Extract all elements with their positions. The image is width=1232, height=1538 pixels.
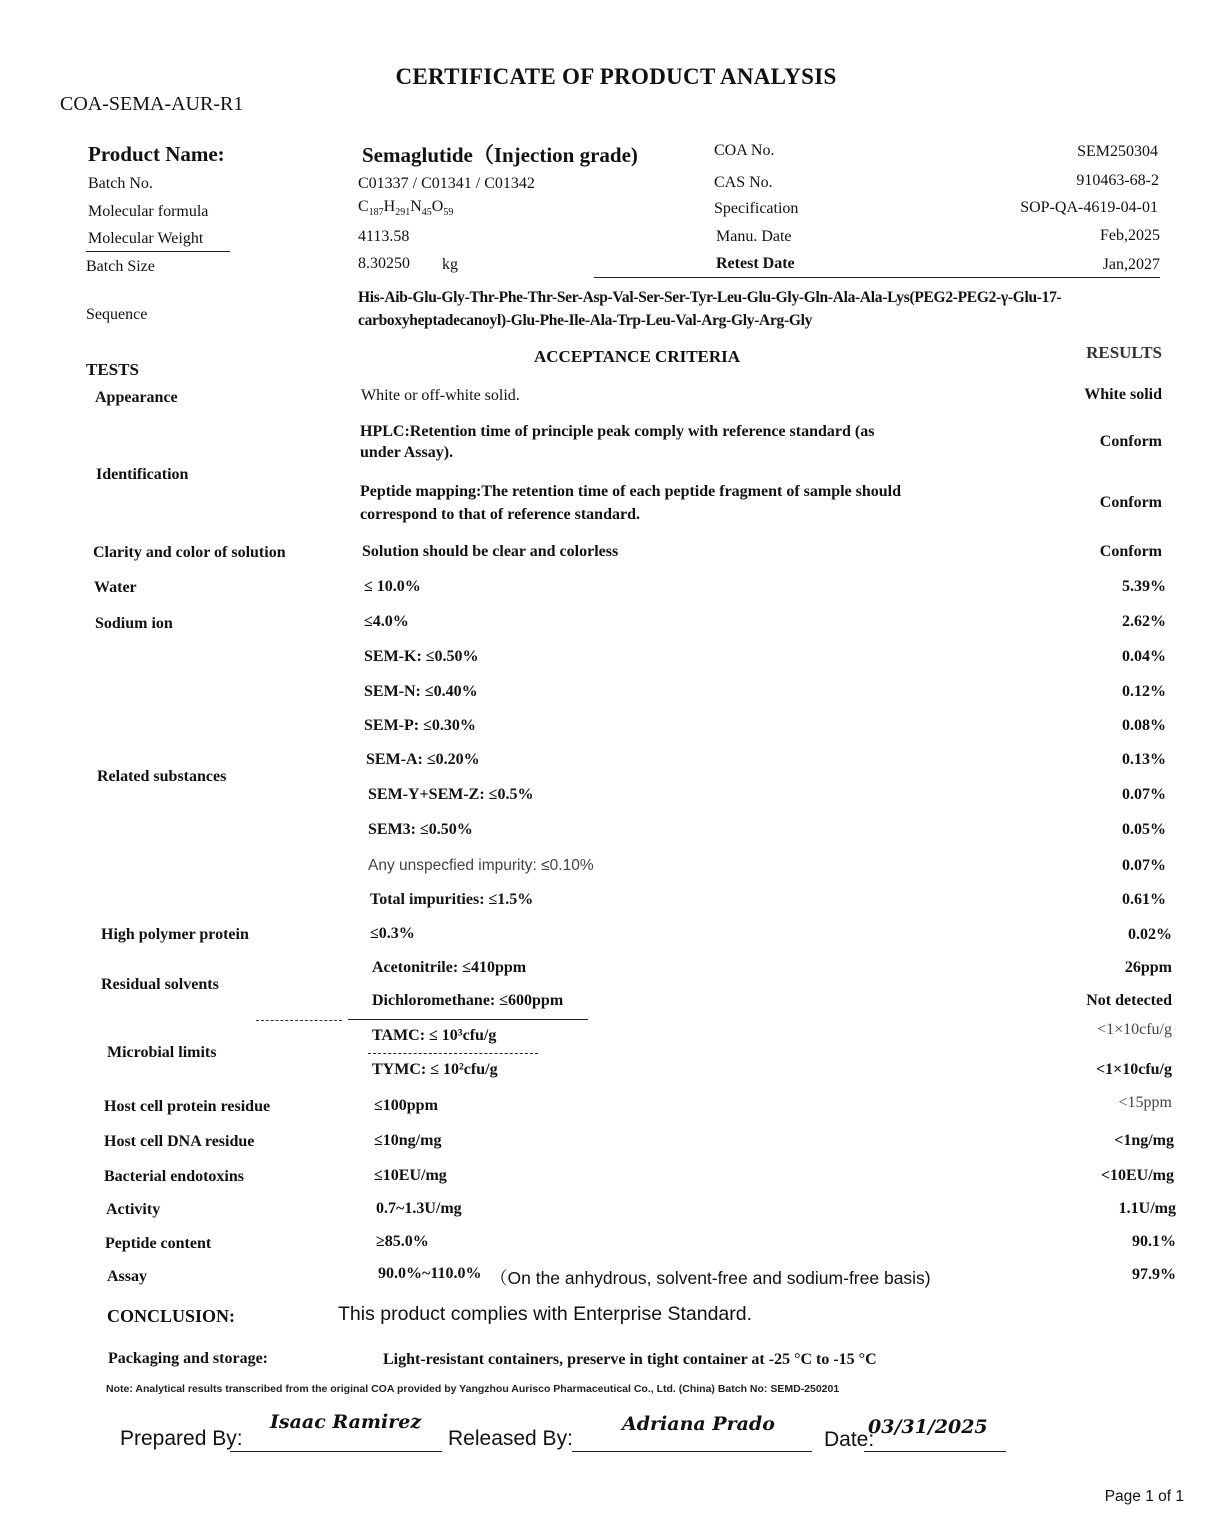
sodium-result: 2.62% [1122, 613, 1166, 630]
water-criteria: ≤ 10.0% [364, 578, 421, 595]
test-water-label: Water [94, 579, 137, 596]
batch-no-value: C01337 / C01341 / C01342 [358, 175, 535, 192]
test-clarity-label: Clarity and color of solution [93, 544, 286, 561]
related-substance-criteria: SEM-Y+SEM-Z: ≤0.5% [368, 786, 534, 803]
test-polymer-label: High polymer protein [101, 926, 249, 943]
dash-separator [256, 1020, 342, 1021]
test-endotoxins-label: Bacterial endotoxins [104, 1168, 244, 1185]
batch-size-label: Batch Size [86, 258, 155, 275]
cas-no-value: 910463-68-2 [1076, 172, 1159, 189]
dcm-underline [348, 1019, 588, 1020]
peptide-result: 90.1% [1132, 1233, 1176, 1250]
prepared-by-line [230, 1451, 442, 1452]
retest-date-label: Retest Date [716, 255, 795, 272]
mw-underline [86, 251, 230, 252]
activity-result: 1.1U/mg [1118, 1200, 1176, 1217]
related-substance-criteria: SEM-P: ≤0.30% [364, 717, 476, 734]
conclusion-label: CONCLUSION: [107, 1306, 236, 1326]
released-by-label: Released By: [448, 1427, 573, 1450]
tamc-result: <1×10cfu/g [1097, 1021, 1172, 1038]
date-line [864, 1451, 1006, 1452]
test-identification-label: Identification [96, 466, 189, 483]
polymer-result: 0.02% [1128, 926, 1172, 943]
test-residual-label: Residual solvents [101, 976, 219, 993]
specification-label: Specification [714, 200, 799, 217]
coa-no-label: COA No. [714, 142, 775, 159]
hcdna-result: <1ng/mg [1114, 1132, 1174, 1149]
activity-criteria: 0.7~1.3U/mg [376, 1200, 462, 1217]
endotoxins-result: <10EU/mg [1100, 1167, 1174, 1184]
cas-no-label: CAS No. [714, 174, 773, 191]
test-related-label: Related substances [97, 768, 227, 785]
related-substance-criteria: Total impurities: ≤1.5% [370, 891, 534, 908]
test-assay-label: Assay [107, 1268, 148, 1285]
prepared-by-label: Prepared By: [120, 1427, 243, 1450]
related-substance-criteria: SEM3: ≤0.50% [368, 821, 473, 838]
batch-no-label: Batch No. [88, 175, 153, 192]
peptide-criteria: ≥85.0% [376, 1233, 429, 1250]
test-hcp-label: Host cell protein residue [104, 1098, 271, 1115]
packaging-text: Light-resistant containers, preserve in tight container at -25 °C to -15 °C [383, 1351, 877, 1368]
sequence-line-2: carboxyheptadecanoyl)-Glu-Phe-Ile-Ala-Trp-Leu-Val-Arg-Gly-Arg-Gly [358, 312, 813, 329]
acetonitrile-criteria: Acetonitrile: ≤410ppm [372, 959, 527, 976]
hplc-criteria-line-1: HPLC:Retention time of principle peak comply with reference standard (as [360, 423, 875, 440]
hcp-criteria: ≤100ppm [374, 1097, 438, 1114]
batch-size-unit: kg [442, 256, 458, 273]
polymer-criteria: ≤0.3% [370, 925, 415, 942]
formula-value: $C_{187}H_{291}N_{45}O_{59}$ [358, 198, 454, 219]
prepared-by-signature: Isaac Ramirez [270, 1411, 422, 1433]
date-label: Date: [824, 1428, 875, 1451]
related-substance-result: 0.05% [1122, 821, 1166, 838]
related-substance-result: 0.13% [1122, 751, 1166, 768]
formula-label: Molecular formula [88, 203, 209, 220]
related-substance-criteria: Any unspecfied impurity: ≤0.10% [368, 857, 594, 874]
sequence-label: Sequence [86, 306, 148, 323]
related-substance-result: 0.07% [1122, 786, 1166, 803]
page-title: CERTIFICATE OF PRODUCT ANALYSIS [395, 64, 837, 89]
related-substance-result: 0.07% [1122, 857, 1166, 874]
mapping-criteria-line-2: correspond to that of reference standard. [360, 506, 640, 523]
mapping-result: Conform [1099, 494, 1162, 511]
tests-header: TESTS [86, 360, 139, 379]
test-activity-label: Activity [106, 1201, 161, 1218]
tymc-result: <1×10cfu/g [1095, 1061, 1172, 1078]
test-sodium-label: Sodium ion [95, 615, 173, 632]
related-substance-result: 0.04% [1122, 648, 1166, 665]
conclusion-text: This product complies with Enterprise Standard. [338, 1303, 753, 1325]
endotoxins-criteria: ≤10EU/mg [374, 1167, 447, 1184]
manu-date-label: Manu. Date [716, 228, 792, 245]
test-appearance-label: Appearance [95, 389, 178, 406]
tymc-criteria: TYMC: ≤ 10²cfu/g [372, 1061, 498, 1078]
retest-underline [594, 277, 1160, 278]
sodium-criteria: ≤4.0% [364, 613, 409, 630]
document-code: COA-SEMA-AUR-R1 [60, 93, 244, 115]
related-substance-criteria: SEM-N: ≤0.40% [364, 683, 478, 700]
related-substance-result: 0.12% [1122, 683, 1166, 700]
results-header: RESULTS [1086, 343, 1162, 362]
tamc-underline [368, 1053, 538, 1054]
hplc-criteria-line-2: under Assay). [360, 444, 454, 461]
test-microbial-label: Microbial limits [107, 1044, 217, 1061]
mapping-criteria-line-1: Peptide mapping:The retention time of each peptide fragment of sample should [360, 483, 902, 500]
related-substance-criteria: SEM-A: ≤0.20% [366, 751, 480, 768]
clarity-result: Conform [1099, 543, 1162, 560]
batch-size-value: 8.30250 [358, 255, 410, 272]
date-value: 03/31/2025 [868, 1416, 988, 1438]
assay-criteria-range: 90.0%~110.0% [378, 1265, 482, 1282]
product-name-value: Semaglutide（Injection grade) [362, 143, 638, 167]
appearance-criteria: White or off-white solid. [361, 387, 520, 404]
hcdna-criteria: ≤10ng/mg [374, 1132, 442, 1149]
transcription-note: Note: Analytical results transcribed from the original COA provided by Yangzhou Aurisco Pharmaceutical Co., Ltd. (China) Batch No: SEMD-250201 [106, 1383, 840, 1395]
product-name-label: Product Name: [88, 142, 225, 166]
packaging-label: Packaging and storage: [108, 1350, 268, 1367]
released-by-signature: Adriana Prado [622, 1413, 775, 1435]
appearance-result: White solid [1084, 386, 1162, 403]
page-number: Page 1 of 1 [1104, 1488, 1184, 1505]
related-substance-criteria: SEM-K: ≤0.50% [364, 648, 479, 665]
molecular-weight-label: Molecular Weight [88, 230, 204, 247]
assay-result: 97.9% [1132, 1266, 1176, 1283]
manu-date-value: Feb,2025 [1100, 227, 1160, 244]
tamc-criteria: TAMC: ≤ 10³cfu/g [372, 1027, 497, 1044]
related-substance-result: 0.08% [1122, 717, 1166, 734]
hplc-result: Conform [1099, 433, 1162, 450]
test-hcdna-label: Host cell DNA residue [104, 1133, 255, 1150]
dichloromethane-criteria: Dichloromethane: ≤600ppm [372, 992, 564, 1009]
sequence-line-1: His-Aib-Glu-Gly-Thr-Phe-Thr-Ser-Asp-Val-Ser-Ser-Tyr-Leu-Glu-Gly-Gln-Ala-Ala-Lys(PEG2-PEG2-γ-Glu-17- [358, 289, 1062, 306]
criteria-header: ACCEPTANCE CRITERIA [534, 347, 741, 366]
acetonitrile-result: 26ppm [1124, 959, 1172, 976]
specification-value: SOP-QA-4619-04-01 [1020, 199, 1158, 216]
related-substance-result: 0.61% [1122, 891, 1166, 908]
released-by-line [572, 1451, 812, 1452]
hcp-result: <15ppm [1118, 1094, 1172, 1111]
coa-no-value: SEM250304 [1077, 143, 1158, 160]
test-peptide-label: Peptide content [105, 1235, 212, 1252]
retest-date-value: Jan,2027 [1102, 256, 1160, 273]
water-result: 5.39% [1122, 578, 1166, 595]
dichloromethane-result: Not detected [1086, 992, 1172, 1009]
assay-criteria-basis: （On the anhydrous, solvent-free and sodium-free basis) [490, 1268, 931, 1288]
molecular-weight-value: 4113.58 [358, 228, 410, 245]
clarity-criteria: Solution should be clear and colorless [362, 543, 619, 560]
